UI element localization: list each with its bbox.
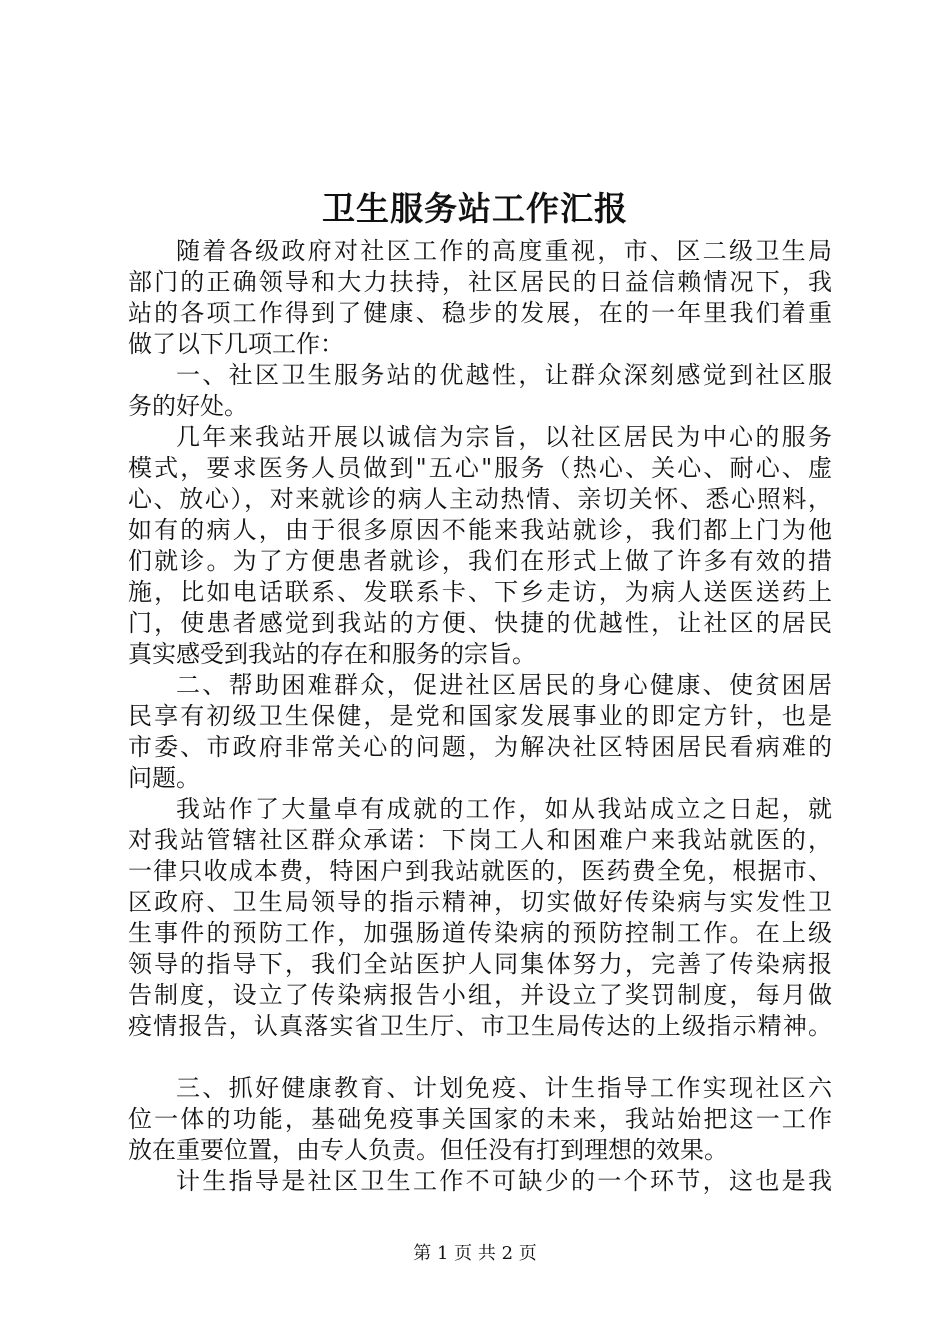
text-line: 模式，要求医务人员做到"五心"服务（热心、关心、耐心、虚 — [128, 454, 832, 482]
text-line: 放在重要位置，由专人负责。但任没有打到理想的效果。 — [128, 1136, 728, 1164]
document-body — [128, 236, 832, 1197]
page-footer: 第 1 页 共 2 页 — [413, 1243, 537, 1264]
text-line: 如有的病人，由于很多原因不能来我站就诊，我们都上门为他 — [128, 516, 832, 544]
text-line: 区政府、卫生局领导的指示精神，切实做好传染病与实发性卫 — [128, 888, 832, 916]
text-line: 站的各项工作得到了健康、稳步的发展，在的一年里我们着重 — [128, 299, 832, 327]
text-line: 随着各级政府对社区工作的高度重视，市、区二级卫生局 — [176, 237, 832, 265]
text-line: 二、帮助困难群众，促进社区居民的身心健康、使贫困居 — [176, 671, 832, 699]
text-line: 生事件的预防工作，加强肠道传染病的预防控制工作。在上级 — [128, 919, 832, 947]
text-line: 一、社区卫生服务站的优越性，让群众深刻感觉到社区服 — [176, 361, 832, 389]
text-line: 对我站管辖社区群众承诺：下岗工人和困难户来我站就医的， — [128, 826, 832, 854]
text-line: 务的好处。 — [128, 392, 248, 420]
text-line: 几年来我站开展以诚信为宗旨，以社区居民为中心的服务 — [176, 423, 832, 451]
text-line: 市委、市政府非常关心的问题，为解决社区特困居民看病难的 — [128, 733, 832, 761]
text-line: 疫情报告，认真落实省卫生厅、市卫生局传达的上级指示精神。 — [128, 1012, 832, 1040]
text-line: 三、抓好健康教育、计划免疫、计生指导工作实现社区六 — [176, 1074, 832, 1102]
text-line: 做了以下几项工作： — [128, 330, 344, 358]
text-line: 部门的正确领导和大力扶持，社区居民的日益信赖情况下，我 — [128, 268, 832, 296]
text-line: 领导的指导下，我们全站医护人同集体努力，完善了传染病报 — [128, 950, 832, 978]
text-line: 民享有初级卫生保健，是党和国家发展事业的即定方针，也是 — [128, 702, 832, 730]
text-line: 告制度，设立了传染病报告小组，并设立了奖罚制度，每月做 — [128, 981, 832, 1009]
text-line: 真实感受到我站的存在和服务的宗旨。 — [128, 640, 536, 668]
text-line — [128, 1042, 832, 1073]
text-line: 问题。 — [128, 764, 200, 792]
text-line: 位一体的功能，基础免疫事关国家的未来，我站始把这一工作 — [128, 1105, 832, 1133]
text-line: 一律只收成本费，特困户到我站就医的，医药费全免，根据市、 — [128, 857, 832, 885]
text-line: 门，使患者感觉到我站的方便、快捷的优越性，让社区的居民 — [128, 609, 832, 637]
text-line: 施，比如电话联系、发联系卡、下乡走访，为病人送医送药上 — [128, 578, 832, 606]
document-title: 卫生服务站工作汇报 — [322, 189, 628, 228]
text-line: 我站作了大量卓有成就的工作，如从我站成立之日起，就 — [176, 795, 832, 823]
text-line: 们就诊。为了方便患者就诊，我们在形式上做了许多有效的措 — [128, 547, 832, 575]
text-line: 计生指导是社区卫生工作不可缺少的一个环节，这也是我 — [176, 1167, 832, 1195]
text-line: 心、放心），对来就诊的病人主动热情、亲切关怀、悉心照料， — [128, 485, 832, 513]
